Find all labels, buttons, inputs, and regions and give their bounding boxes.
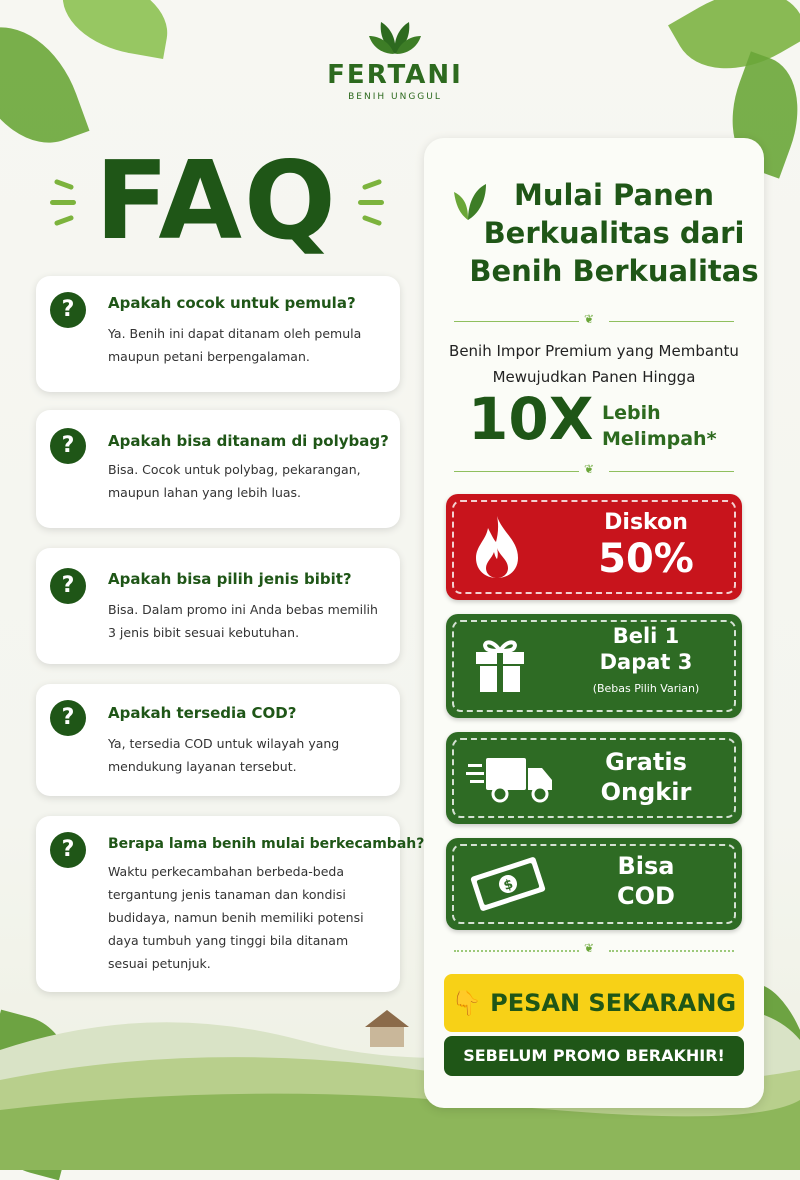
accent-dash — [54, 215, 75, 227]
brand-name: FERTANI — [327, 60, 463, 90]
accent-dash — [358, 200, 384, 205]
order-now-label: PESAN SEKARANG — [490, 989, 737, 1017]
question-icon: ? — [50, 292, 86, 328]
divider — [454, 950, 579, 952]
leaf-icon: ❦ — [584, 312, 595, 326]
question-icon: ? — [50, 832, 86, 868]
accent-dash — [54, 179, 75, 191]
faq-item — [36, 548, 400, 664]
divider — [454, 471, 579, 472]
discount-badge — [446, 494, 742, 600]
order-now-button[interactable] — [444, 974, 744, 1032]
cod-badge — [446, 838, 742, 930]
multiplier: 10X — [468, 385, 594, 453]
promo-deadline-banner[interactable]: SEBELUM PROMO BERAKHIR! — [444, 1036, 744, 1076]
question-icon: ? — [50, 428, 86, 464]
bundle-badge — [446, 614, 742, 718]
faq-item — [36, 410, 400, 528]
accent-dash — [50, 200, 76, 205]
bundle-note: (Bebas Pilih Varian) — [592, 682, 700, 695]
faq-item — [36, 684, 400, 796]
multiplier-text: Lebih Melimpah* — [602, 402, 717, 450]
promo-subtitle: Benih Impor Premium yang Membantu Mewujudkan Panen Hingga — [449, 342, 739, 386]
leaf-icon: ❦ — [584, 941, 595, 955]
faq-answer: Bisa. Cocok untuk polybag, pekarangan, maupun lahan yang lebih luas. — [108, 462, 361, 500]
leaf-icon: ❦ — [584, 462, 595, 476]
divider — [609, 471, 734, 472]
cash-icon — [468, 854, 548, 914]
delivery-truck-icon — [466, 754, 556, 804]
faq-title: FAQ — [95, 139, 338, 264]
promo-headline: Mulai Panen Berkualitas dari Benih Berkualitas — [469, 178, 759, 288]
fire-icon — [472, 514, 522, 580]
cod-line1: Bisa — [617, 852, 675, 880]
cod-line2: COD — [617, 882, 675, 910]
faq-question: Berapa lama benih mulai berkecambah? — [108, 836, 425, 852]
gift-icon — [472, 634, 528, 694]
question-icon: ? — [50, 700, 86, 736]
shipping-line1: Gratis — [605, 748, 687, 776]
divider — [609, 321, 734, 322]
pointing-hand-icon: 👇 — [451, 989, 482, 1017]
bundle-line2: Dapat 3 — [599, 650, 693, 674]
discount-label: Diskon — [604, 510, 688, 535]
divider — [454, 321, 579, 322]
svg-text:$: $ — [501, 876, 516, 894]
faq-answer: Ya, tersedia COD untuk wilayah yang mendukung layanan tersebut. — [108, 736, 340, 774]
faq-question: Apakah bisa pilih jenis bibit? — [108, 570, 352, 588]
faq-item — [36, 276, 400, 392]
faq-item — [36, 816, 425, 992]
accent-dash — [362, 179, 383, 191]
faq-answer: Waktu perkecambahan berbeda-beda tergantung jenis tanaman dan kondisi budidaya, namun benih memiliki potensi daya tumbuh yang tinggi bila ditanam sesuai petunjuk. — [108, 864, 364, 971]
sprout-icon — [365, 18, 425, 56]
faq-question: Apakah tersedia COD? — [108, 704, 297, 722]
faq-answer: Bisa. Dalam promo ini Anda bebas memilih 3 jenis bibit sesuai kebutuhan. — [108, 602, 378, 640]
faq-answer: Ya. Benih ini dapat ditanam oleh pemula maupun petani berpengalaman. — [108, 326, 362, 364]
question-icon: ? — [50, 568, 86, 604]
promo-panel — [424, 138, 764, 1108]
free-shipping-badge — [446, 732, 742, 824]
shipping-line2: Ongkir — [600, 778, 692, 806]
discount-value: 50% — [598, 536, 694, 582]
faq-question: Apakah bisa ditanam di polybag? — [108, 432, 389, 450]
brand-tagline: BENIH UNGGUL — [348, 92, 442, 102]
brand-logo — [0, 18, 790, 102]
accent-dash — [362, 215, 383, 227]
faq-question: Apakah cocok untuk pemula? — [108, 294, 356, 312]
divider — [609, 950, 734, 952]
bundle-line1: Beli 1 — [612, 624, 680, 648]
